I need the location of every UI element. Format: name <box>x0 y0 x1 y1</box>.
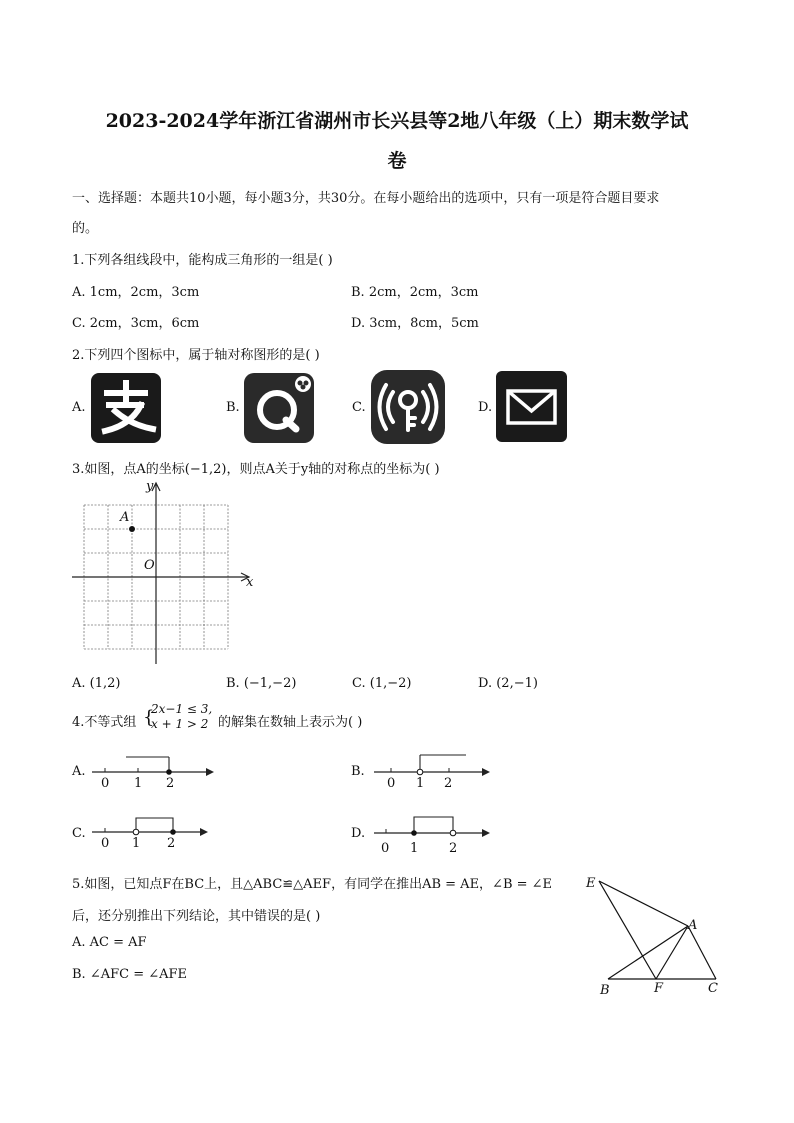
tick-label: 2 <box>166 776 175 791</box>
tick-label: 2 <box>167 836 176 851</box>
x-axis-label: x <box>246 575 254 590</box>
q2-option-c[interactable]: C. <box>352 400 366 415</box>
q1-option-d[interactable]: D. 3cm，8cm，5cm <box>351 316 479 331</box>
q3-coordinate-grid <box>70 478 260 672</box>
vertex-c-label: C <box>708 981 718 996</box>
tick-label: 2 <box>449 841 458 856</box>
tick-label: 1 <box>134 776 143 791</box>
section-instructions-continued: 的。 <box>72 221 99 236</box>
inequality-2: x + 1 > 2 <box>151 717 209 731</box>
system-brace: { <box>143 707 155 728</box>
q4-number-line-a <box>90 752 220 786</box>
q5-option-a[interactable]: A. AC = AF <box>72 935 147 950</box>
vertex-f-label: F <box>654 981 664 996</box>
point-a <box>129 526 135 532</box>
q4-stem-prefix: 4.不等式组 <box>72 715 137 730</box>
inequality-1: 2x−1 ≤ 3, <box>151 702 213 716</box>
q-app-icon <box>244 373 314 443</box>
q4-option-a[interactable]: A. <box>72 764 86 779</box>
q4-number-line-d <box>372 813 502 847</box>
q3-stem: 3.如图，点A的坐标(−1,2)，则点A关于y轴的对称点的坐标为( ) <box>72 462 440 477</box>
tick-label: 1 <box>132 836 141 851</box>
q3-option-d[interactable]: D. (2,−1) <box>478 676 538 691</box>
mail-icon <box>496 371 567 442</box>
q2-option-a[interactable]: A. <box>72 400 86 415</box>
y-axis-label: y <box>146 479 154 494</box>
tick-label: 2 <box>444 776 453 791</box>
q5-stem: 5.如图，已知点F在BC上，且△ABC≌△AEF，有同学在推出AB = AE，∠B = ∠E <box>72 877 553 892</box>
tick-label: 0 <box>101 836 110 851</box>
q2-option-d[interactable]: D. <box>478 400 493 415</box>
q4-stem-suffix: 的解集在数轴上表示为( ) <box>218 715 363 730</box>
section-instructions: 一、选择题：本题共10小题，每小题3分，共30分。在每小题给出的选项中，只有一项是符合题目要求 <box>72 191 660 206</box>
origin-label: O <box>144 558 155 573</box>
q4-option-d[interactable]: D. <box>351 826 366 841</box>
vertex-e-label: E <box>586 876 596 891</box>
tick-label: 0 <box>101 776 110 791</box>
q1-option-b[interactable]: B. 2cm，2cm，3cm <box>351 285 479 300</box>
q4-number-line-c <box>90 813 220 847</box>
page-title-continued: 卷 <box>387 150 407 172</box>
q1-stem: 1.下列各组线段中，能构成三角形的一组是( ) <box>72 253 333 268</box>
q4-option-b[interactable]: B. <box>351 764 365 779</box>
q5-triangle-figure <box>590 872 730 996</box>
tick-label: 1 <box>416 776 425 791</box>
q5-option-b[interactable]: B. ∠AFC = ∠AFE <box>72 967 188 982</box>
q3-option-a[interactable]: A. (1,2) <box>72 676 121 691</box>
tick-label: 0 <box>387 776 396 791</box>
q1-option-a[interactable]: A. 1cm，2cm，3cm <box>72 285 200 300</box>
q5-stem-continued: 后，还分别推出下列结论，其中错误的是( ) <box>72 909 321 924</box>
vertex-a-label: A <box>688 918 698 933</box>
alipay-icon <box>91 373 161 443</box>
point-a-label: A <box>120 510 130 525</box>
page-title: 2023-2024学年浙江省湖州市长兴县等2地八年级（上）期末数学试 <box>105 110 689 132</box>
q4-option-c[interactable]: C. <box>72 826 86 841</box>
q1-option-c[interactable]: C. 2cm，3cm，6cm <box>72 316 200 331</box>
q3-option-c[interactable]: C. (1,−2) <box>352 676 412 691</box>
q2-stem: 2.下列四个图标中，属于轴对称图形的是( ) <box>72 348 320 363</box>
vertex-b-label: B <box>600 983 610 998</box>
wifi-key-icon <box>371 370 445 444</box>
tick-label: 0 <box>381 841 390 856</box>
tick-label: 1 <box>410 841 419 856</box>
q2-option-b[interactable]: B. <box>226 400 240 415</box>
q3-option-b[interactable]: B. (−1,−2) <box>226 676 297 691</box>
